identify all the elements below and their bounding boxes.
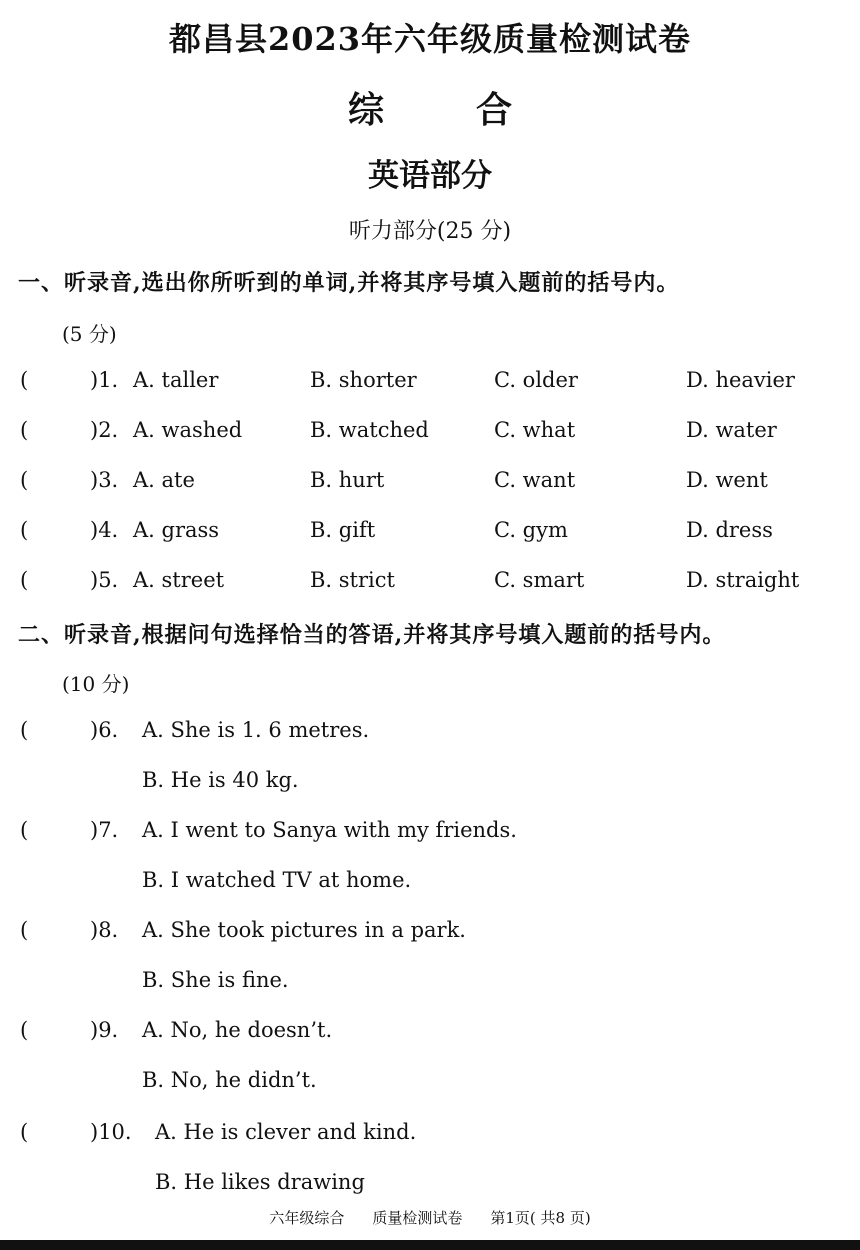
bottom-edge <box>0 1240 860 1250</box>
answer-paren: ( <box>20 1018 29 1042</box>
section2-heading: 二、听录音,根据问句选择恰当的答语,并将其序号填入题前的括号内。 <box>18 622 726 648</box>
part-heading: 英语部分 <box>368 158 492 194</box>
answer-paren: ( <box>20 518 29 542</box>
question-number: )9. <box>90 1018 119 1042</box>
option-a: A. She took pictures in a park. <box>142 918 466 942</box>
option-b: B. No, he didn’t. <box>142 1068 317 1092</box>
option-b: B. hurt <box>310 468 385 492</box>
option-a: A. washed <box>133 418 243 442</box>
footer-page: 第1页( 共8 页) <box>490 1209 591 1227</box>
option-b: B. strict <box>310 568 395 592</box>
section1-heading: 一、听录音,选出你所听到的单词,并将其序号填入题前的括号内。 <box>18 270 680 296</box>
option-a: A. I went to Sanya with my friends. <box>142 818 517 842</box>
option-b: B. gift <box>310 518 376 542</box>
section1-points: (5 分) <box>62 322 117 346</box>
section2-points: (10 分) <box>62 672 130 696</box>
question-number: )6. <box>90 718 119 742</box>
subject-heading <box>0 82 860 133</box>
answer-paren: ( <box>20 468 29 492</box>
question-number: )3. <box>90 468 119 492</box>
answer-paren: ( <box>20 568 29 592</box>
question-number: )8. <box>90 918 119 942</box>
question-number: )7. <box>90 818 119 842</box>
option-d: D. went <box>686 468 768 492</box>
answer-paren: ( <box>20 918 29 942</box>
question-number: )5. <box>90 568 119 592</box>
question-number: )1. <box>90 368 119 392</box>
answer-paren: ( <box>20 718 29 742</box>
page-footer <box>0 1207 860 1228</box>
option-d: D. dress <box>686 518 773 542</box>
option-b: B. She is fine. <box>142 968 289 992</box>
option-a: A. ate <box>133 468 195 492</box>
option-c: C. what <box>494 418 576 442</box>
option-c: C. smart <box>494 568 585 592</box>
answer-paren: ( <box>20 418 29 442</box>
footer-exam: 质量检测试卷 <box>372 1209 463 1227</box>
option-c: C. older <box>494 368 578 392</box>
question-number: )2. <box>90 418 119 442</box>
option-d: D. heavier <box>686 368 795 392</box>
answer-paren: ( <box>20 1120 29 1144</box>
option-c: C. want <box>494 468 576 492</box>
subject-char-2: 合 <box>476 89 513 131</box>
listening-heading: 听力部分(25 分) <box>348 219 512 244</box>
option-c: C. gym <box>494 518 568 542</box>
option-a: A. She is 1. 6 metres. <box>142 718 370 742</box>
option-a: A. taller <box>133 368 219 392</box>
option-b: B. He likes drawing <box>155 1170 365 1194</box>
option-a: A. grass <box>133 518 220 542</box>
question-number: )10. <box>90 1120 132 1144</box>
option-d: D. straight <box>686 568 800 592</box>
footer-subject: 六年级综合 <box>269 1209 345 1227</box>
option-b: B. watched <box>310 418 429 442</box>
option-b: B. I watched TV at home. <box>142 868 412 892</box>
option-b: B. He is 40 kg. <box>142 768 299 792</box>
exam-title: 都昌县2023年六年级质量检测试卷 <box>168 20 692 58</box>
option-d: D. water <box>686 418 777 442</box>
answer-paren: ( <box>20 368 29 392</box>
answer-paren: ( <box>20 818 29 842</box>
question-number: )4. <box>90 518 119 542</box>
option-a: A. He is clever and kind. <box>155 1120 417 1144</box>
option-b: B. shorter <box>310 368 417 392</box>
subject-char-1: 综 <box>347 89 384 131</box>
option-a: A. No, he doesn’t. <box>142 1018 333 1042</box>
option-a: A. street <box>133 568 225 592</box>
